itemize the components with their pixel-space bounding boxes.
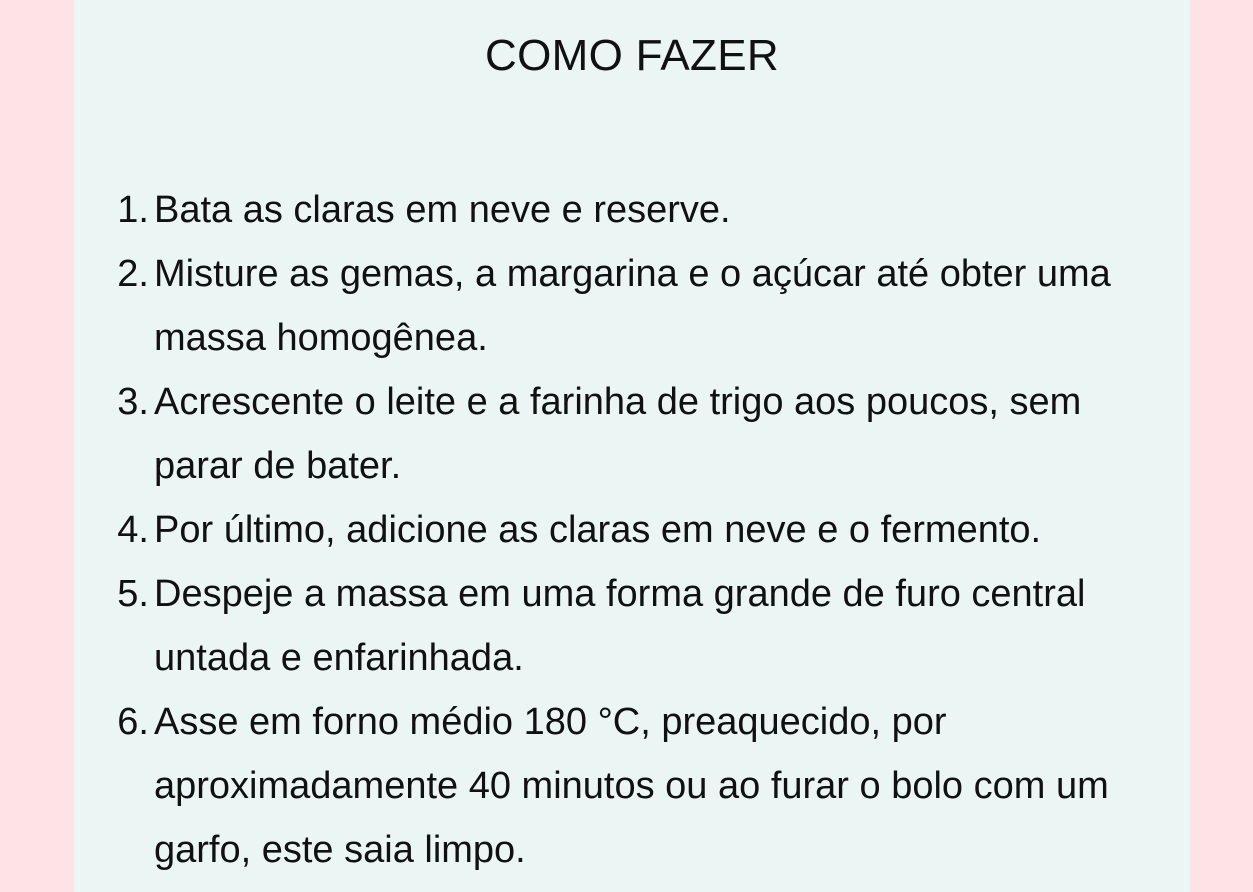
instruction-steps-list (117, 178, 1174, 882)
step-number: 2. (117, 253, 149, 295)
instruction-step (117, 562, 1174, 690)
instruction-step (117, 178, 1174, 242)
instruction-step (117, 690, 1174, 882)
instruction-step (117, 242, 1174, 370)
step-text: Por último, adicione as claras em neve e o fermento. (154, 509, 1042, 551)
step-number: 3. (117, 381, 149, 423)
step-number: 6. (117, 701, 149, 743)
step-text: Asse em forno médio 180 °C, preaquecido, por aproximadamente 40 minutos ou ao furar o bolo com um garfo, este saia limpo. (154, 701, 1109, 871)
step-number: 1. (117, 189, 149, 231)
step-number: 4. (117, 509, 149, 551)
section-title: COMO FAZER (485, 31, 779, 80)
step-text: Acrescente o leite e a farinha de trigo aos poucos, sem parar de bater. (154, 381, 1082, 487)
step-number: 5. (117, 573, 149, 615)
step-text: Misture as gemas, a margarina e o açúcar até obter uma massa homogênea. (154, 253, 1111, 359)
recipe-instructions-panel (74, 0, 1190, 892)
step-text: Bata as claras em neve e reserve. (154, 189, 731, 231)
instruction-step (117, 498, 1174, 562)
instruction-step (117, 370, 1174, 498)
step-text: Despeje a massa em uma forma grande de furo central untada e enfarinhada. (154, 573, 1086, 679)
